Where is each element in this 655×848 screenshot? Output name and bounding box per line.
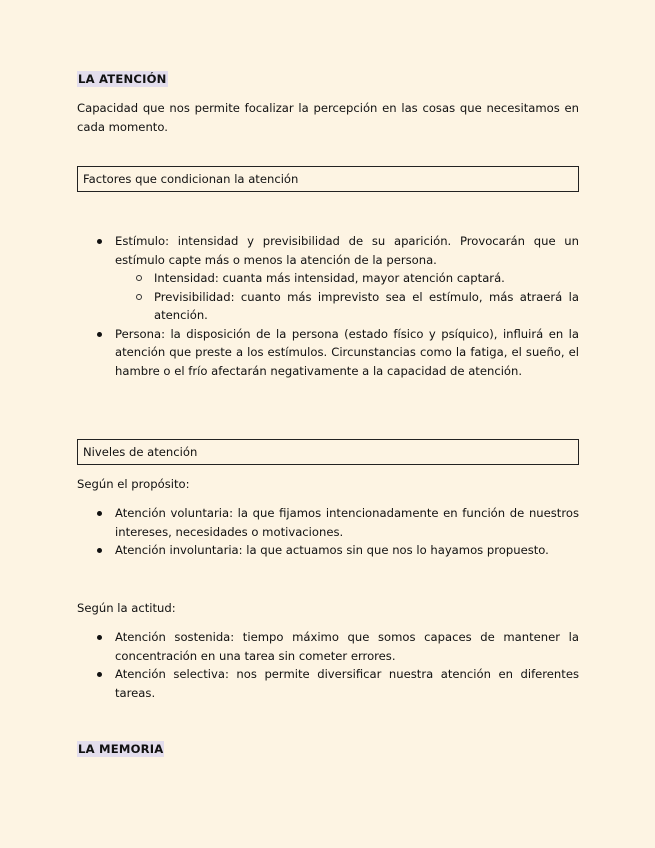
purpose-list [115, 504, 579, 560]
stimulus-sublist [115, 269, 579, 325]
attitude-list [115, 628, 579, 702]
list-item-involuntary: Atención involuntaria: la que actuamos sin que nos lo hayamos propuesto. [115, 541, 579, 560]
list-item-text: Estímulo: intensidad y previsibilidad de su aparición. Provocarán que un estímulo capte más o menos la atención de la persona. [115, 234, 579, 267]
memory-heading: LA MEMORIA [78, 742, 164, 756]
sublist-item-predictability: Previsibilidad: cuanto más imprevisto sea el estímulo, más atraerá la atención. [154, 288, 579, 325]
factors-box-title: Factores que condicionan la atención [77, 166, 579, 192]
list-item-sustained: Atención sostenida: tiempo máximo que somos capaces de mantener la concentración en una tarea sin cometer errores. [115, 628, 579, 665]
levels-box-title: Niveles de atención [77, 439, 579, 465]
list-item-person: Persona: la disposición de la persona (estado físico y psíquico), influirá en la atención que preste a los estímulos. Circunstancias como la fatiga, el sueño, el hambre o el frío afectarán negativamente a la capacidad de atención. [115, 325, 579, 381]
purpose-label: Según el propósito: [77, 477, 190, 491]
factors-list [115, 232, 579, 380]
sublist-item-intensity: Intensidad: cuanta más intensidad, mayor atención captará. [154, 269, 579, 288]
list-item-stimulus [115, 232, 579, 325]
attention-definition: Capacidad que nos permite focalizar la percepción en las cosas que necesitamos en cada momento. [77, 101, 579, 134]
list-item-selective: Atención selectiva: nos permite diversificar nuestra atención en diferentes tareas. [115, 665, 579, 702]
attention-heading: LA ATENCIÓN [78, 72, 167, 86]
list-item-voluntary: Atención voluntaria: la que fijamos intencionadamente en función de nuestros intereses, necesidades o motivaciones. [115, 504, 579, 541]
attitude-label: Según la actitud: [77, 601, 176, 615]
